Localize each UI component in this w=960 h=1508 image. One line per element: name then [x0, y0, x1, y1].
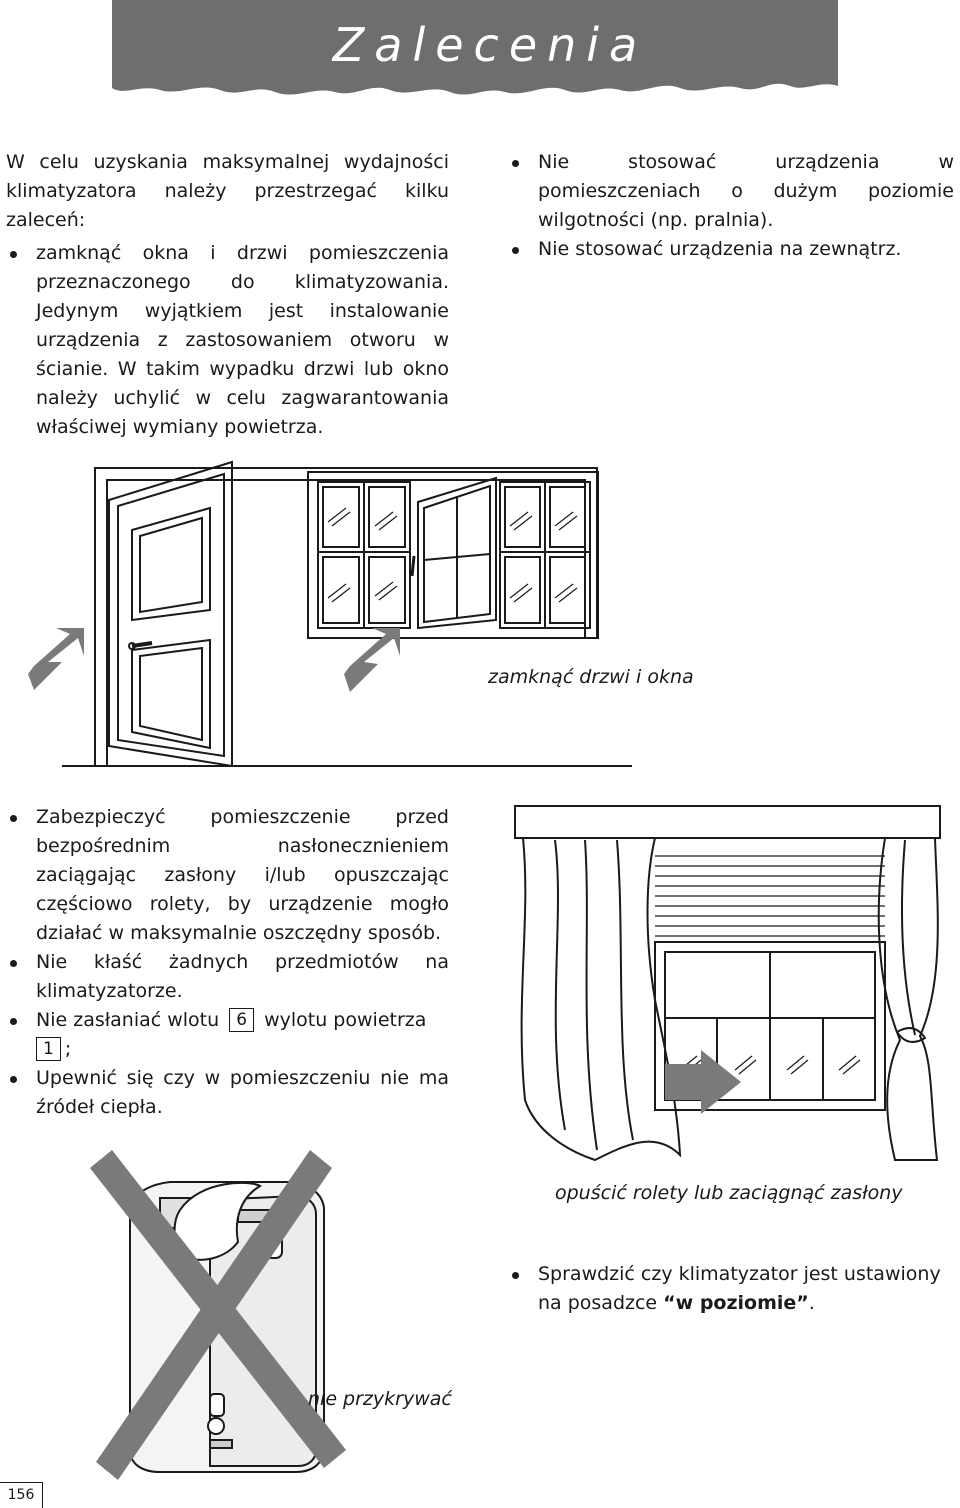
list-item: Zabezpieczyć pomieszczenie przed bezpośrednim nasłonecznieniem zaciągając zasłony i/lub opuszczając częściowo rolety, by urządzenie mogło działać w maksymalnie oszczędny sposób. — [6, 803, 449, 948]
level-emphasis: “w poziomie” — [663, 1292, 809, 1314]
bottom-right-text — [508, 1260, 954, 1318]
list-item — [508, 1260, 954, 1318]
bottom-left-list — [6, 803, 449, 1122]
top-left-list — [6, 239, 449, 442]
ref-box-6: 6 — [229, 1008, 254, 1032]
intro-text — [6, 148, 449, 442]
item3-part-b: wylotu powietrza — [264, 1009, 427, 1031]
level-text: Sprawdzić czy klimatyzator jest ustawiony na posadzce — [538, 1263, 941, 1314]
item3-part-c: ; — [64, 1038, 72, 1060]
door-window-illustration — [0, 460, 960, 800]
bottom-left-text — [6, 803, 449, 1122]
ref-box-1: 1 — [36, 1037, 61, 1061]
caption-cover: nie przykrywać — [308, 1388, 452, 1410]
level-end: . — [808, 1292, 815, 1314]
list-item: zamknąć okna i drzwi pomieszczenia przeznaczonego do klimatyzowania. Jedynym wyjątkiem jest instalowanie urządzenia z zastosowaniem otworu w ścianie. W takim wypadku drzwi lub okno należy uchylić w celu zagwarantowania właściwej wymiany powietrza. — [6, 239, 449, 442]
intro-paragraph: W celu uzyskania maksymalnej wydajności klimatyzatora należy przestrzegać kilku zaleceń: — [6, 151, 449, 231]
list-item: Upewnić się czy w pomieszczeniu nie ma źródeł ciepła. — [6, 1064, 449, 1122]
air-conditioner-illustration — [60, 1150, 380, 1480]
caption-curtains: opuścić rolety lub zaciągnąć zasłony — [555, 1182, 903, 1204]
list-item: Nie kłaść żadnych przedmiotów na klimatyzatorze. — [6, 948, 449, 1006]
curtains-illustration — [505, 800, 955, 1180]
list-item — [6, 1006, 449, 1064]
list-item: Nie stosować urządzenia na zewnątrz. — [508, 235, 954, 264]
item3-part-a: Nie zasłaniać wlotu — [36, 1009, 220, 1031]
page-title: Zalecenia — [332, 18, 648, 72]
top-right-text — [508, 148, 954, 264]
caption-doors: zamknąć drzwi i okna — [488, 666, 694, 688]
page-number: 156 — [0, 1482, 43, 1508]
top-right-list — [508, 148, 954, 264]
bottom-right-list — [508, 1260, 954, 1318]
list-item: Nie stosować urządzenia w pomieszczeniach o dużym poziomie wilgotności (np. pralnia). — [508, 148, 954, 235]
